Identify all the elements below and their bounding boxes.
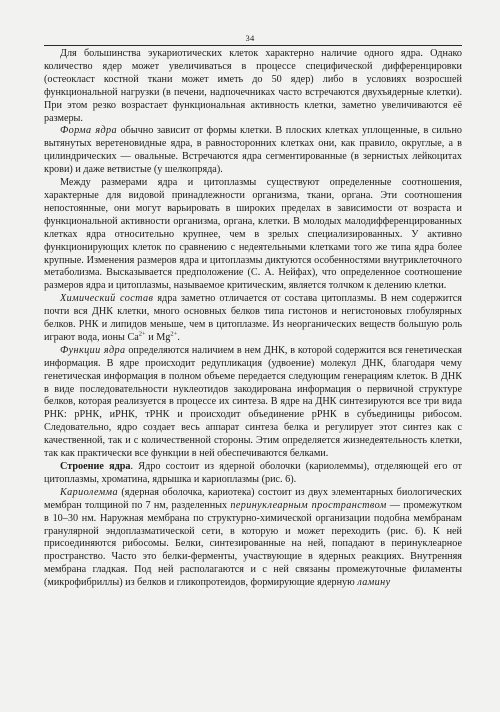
body-text <box>44 48 462 590</box>
text-run: (ядерная оболочка, кариотека) состоит из двух элементарных биологических мембран толщиной по 7 нм, разделенных <box>44 486 462 511</box>
text-run: ядра заметно отличается от состава цитоплазмы. В нем содержится почти вся ДНК клетки, много основных белков типа гистонов и негистоновых глобулярных белков. РНК и липидов меньше, чем в цитоплазме. Из неорганических веществ большую роль играют вода, ионы Ca <box>44 293 462 343</box>
paragraph <box>44 487 462 590</box>
italic-term: Кариолемма <box>60 486 118 498</box>
text-run: — промежутком в 10–30 нм. Наружная мембрана по структурно-химической организации подобна мембранам гранулярной эндоплазматической сети, в которую и может переходить (рис. 6). К ней присоединяются рибосомы. Белки, синтезированные на ней, попадают в перинуклеарное пространство. Часто это белки-ферменты, участвующие в ядерных реакциях. Внутренняя мембрана гладкая. Под ней располагаются и с ней связаны промежуточные филаменты (микрофибриллы) из белков и гликопротеидов, формирующие ядерную <box>44 499 462 589</box>
superscript: 2+ <box>170 330 178 338</box>
header-rule <box>44 45 462 46</box>
italic-term: перинуклеарным пространством <box>230 499 387 511</box>
paragraph <box>44 345 462 461</box>
bold-heading: Строение ядра <box>60 461 131 472</box>
text-run: и Mg <box>145 331 171 343</box>
text-run: Для большинства эукариотических клеток характерно наличие одного ядра. Однако количество ядер может увеличиваться в процессе специфической дифференцировки (остеокласт костной ткани может иметь до 50 ядер) либо в условиях возросшей функциональной нагрузки (в печени, надпочечниках часто встречаются двухъядерные клетки). При этом резко возрастает функциональная активность клетки, заметно увеличиваются её размеры. <box>44 48 462 124</box>
paragraph <box>44 125 462 177</box>
italic-term: ламину <box>357 577 391 589</box>
italic-term: Форма ядра <box>60 125 118 137</box>
italic-term: Функции ядра <box>60 344 126 356</box>
paragraph <box>44 293 462 345</box>
paragraph <box>44 461 462 487</box>
text-run: определяются наличием в нем ДНК, в которой содержится вся генетическая информация. В ядре происходит редупликация (удвоение) молекул ДНК, благодаря чему генетическая информация в полном объеме передается следующим генерациям клеток. В ДНК в виде последовательности нуклеотидов закодирована информация о первичной структуре белков, которая реализуется в процессе их синтеза. В ядре на ДНК синтезируются все три вида РНК: рРНК, иРНК, тРНК и происходит объединение рРНК в субъединицы рибосом. Следовательно, ядро создает весь аппарат синтеза белка и регулирует этот синтез как с качественной, так и с количественной стороны. Этим определяется жизнедеятельность клетки, так как практически все функции в ней обеспечиваются белками. <box>44 344 462 460</box>
superscript: 2+ <box>138 330 146 338</box>
italic-term: Химический состав <box>60 293 154 305</box>
text-run: Между размерами ядра и цитоплазмы существуют определенные соотношения, характерные для видовой принадлежности организма, ткани, органа. Эти соотношения непостоянные, они могут варьировать в широких пределах в зависимости от возраста и функциональной активности организма, органа, клетки. В молодых малодифференцированных клетках ядра относительно крупнее, чем в зрелых специализированных. У активно функционирующих клеток по сравнению с недеятельными клетками того же типа ядра более крупные. Изменения размеров ядра и цитоплазмы диктуются особенностями внутриклеточного метаболизма. Высказывается предположение (С. А. Нейфах), что определенное соотношение размеров ядра и цитоплазмы, называемое критическим, является толчком к делению клетки. <box>44 177 462 292</box>
paragraph <box>44 48 462 125</box>
text-run: . Ядро состоит из ядерной оболочки (кариолеммы), отделяющей его от цитоплазмы, хроматина, ядрышка и кариоплазмы (рис. 6). <box>44 461 462 485</box>
page-number: 34 <box>245 33 255 43</box>
text-run: обычно зависит от формы клетки. В плоских клетках уплощенные, в сильно вытянутых веретеновидные ядра, в равносторонних клетках они, как правило, округлые, а в цилиндрических — овальные. Встречаются ядра сегментированные (в зернистых лейкоцитах крови) и даже ветвистые (у шелкопряда). <box>44 125 463 176</box>
text-run: . <box>177 331 180 343</box>
paragraph <box>44 177 462 293</box>
